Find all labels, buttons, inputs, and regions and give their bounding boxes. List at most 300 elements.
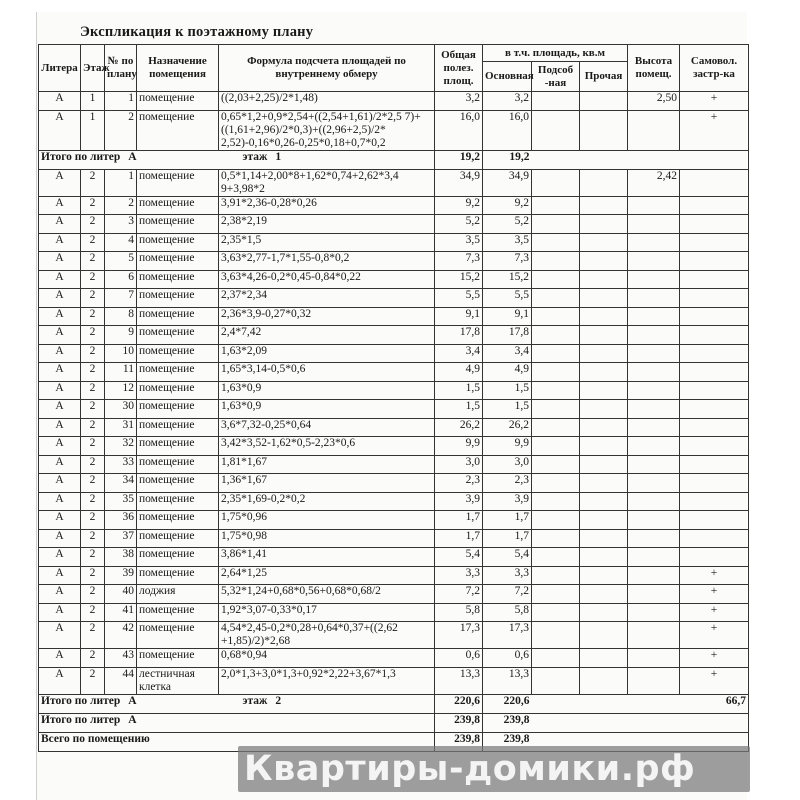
cell-vysota xyxy=(628,326,680,345)
cell-vysota xyxy=(628,667,680,694)
cell-nomer: 30 xyxy=(105,400,137,419)
cell-etazh: 2 xyxy=(81,585,105,604)
cell-formula: 2,37*2,34 xyxy=(219,289,435,308)
cell-nomer: 34 xyxy=(105,474,137,493)
cell-nomer: 2 xyxy=(105,110,137,150)
cell-vysota xyxy=(628,307,680,326)
cell-osnovnaya: 239,8 xyxy=(483,732,532,751)
cell-samovol xyxy=(680,215,749,234)
cell-vysota xyxy=(628,622,680,649)
cell-nomer: 33 xyxy=(105,455,137,474)
page-title: Экспликация к поэтажному плану xyxy=(80,24,314,40)
header-naznachenie: Назначение помещения xyxy=(137,45,219,92)
cell-prochaya xyxy=(580,363,628,382)
cell-formula: 0,5*1,14+2,00*8+1,62*0,74+2,62*3,4 9+3,98*2 xyxy=(219,169,435,196)
cell-etazh: 2 xyxy=(81,667,105,694)
cell-vysota xyxy=(628,492,680,511)
cell-samovol xyxy=(680,400,749,419)
cell-obshaya: 3,0 xyxy=(435,455,483,474)
cell-naznachenie: помещение xyxy=(137,289,219,308)
cell-formula: 1,63*0,9 xyxy=(219,381,435,400)
cell-litera: А xyxy=(39,548,81,567)
cell-naznachenie: помещение xyxy=(137,492,219,511)
cell-formula: 1,75*0,98 xyxy=(219,529,435,548)
cell-vysota xyxy=(628,566,680,585)
table-row xyxy=(39,455,749,474)
cell-naznachenie: помещение xyxy=(137,400,219,419)
cell-obshaya: 5,5 xyxy=(435,289,483,308)
cell-osnovnaya: 5,4 xyxy=(483,548,532,567)
cell-osnovnaya: 5,5 xyxy=(483,289,532,308)
cell-obshaya: 9,9 xyxy=(435,437,483,456)
cell-prochaya xyxy=(580,344,628,363)
cell-vysota xyxy=(628,418,680,437)
cell-osnovnaya: 5,2 xyxy=(483,215,532,234)
cell-etazh: 2 xyxy=(81,437,105,456)
cell-vysota xyxy=(628,400,680,419)
table-row xyxy=(39,326,749,345)
cell-obshaya: 3,9 xyxy=(435,492,483,511)
cell-prochaya xyxy=(580,622,628,649)
cell-formula: 4,54*2,45-0,2*0,28+0,64*0,37+((2,62 +1,85)/2)*2,68 xyxy=(219,622,435,649)
cell-samovol: + xyxy=(680,566,749,585)
cell-prochaya xyxy=(580,455,628,474)
total-label-text: Итого по литер xyxy=(41,713,121,726)
cell-litera: А xyxy=(39,474,81,493)
cell-samovol xyxy=(680,437,749,456)
cell-prochaya xyxy=(580,585,628,604)
cell-etazh: 2 xyxy=(81,418,105,437)
total-label xyxy=(39,694,219,713)
cell-formula: 1,63*2,09 xyxy=(219,344,435,363)
cell-litera: А xyxy=(39,169,81,196)
cell-obshaya: 5,4 xyxy=(435,548,483,567)
cell-obshaya: 7,2 xyxy=(435,585,483,604)
table-row xyxy=(39,233,749,252)
cell-samovol xyxy=(680,270,749,289)
table-row xyxy=(39,92,749,111)
cell-formula: 1,36*1,67 xyxy=(219,474,435,493)
cell-samovol xyxy=(680,233,749,252)
cell-vysota xyxy=(628,150,680,169)
cell-nomer: 43 xyxy=(105,649,137,668)
table-row xyxy=(39,511,749,530)
cell-formula: 2,36*3,9-0,27*0,32 xyxy=(219,307,435,326)
cell-prochaya xyxy=(580,196,628,215)
cell-osnovnaya: 3,2 xyxy=(483,92,532,111)
cell-obshaya: 239,8 xyxy=(435,713,483,732)
total-label-text: Итого по литер xyxy=(41,150,121,163)
table-row xyxy=(39,622,749,649)
cell-etazh: 2 xyxy=(81,529,105,548)
cell-nomer: 5 xyxy=(105,252,137,271)
cell-osnovnaya: 3,3 xyxy=(483,566,532,585)
cell-prochaya xyxy=(580,270,628,289)
cell-nomer: 7 xyxy=(105,289,137,308)
watermark-text: Квартиры-домики.рф xyxy=(244,749,696,789)
cell-osnovnaya: 2,3 xyxy=(483,474,532,493)
table-row xyxy=(39,492,749,511)
cell-samovol: + xyxy=(680,649,749,668)
cell-podsobnaya xyxy=(532,381,580,400)
header-etazh: Этаж xyxy=(81,45,105,92)
cell-podsobnaya xyxy=(532,455,580,474)
cell-podsobnaya xyxy=(532,233,580,252)
cell-etazh: 2 xyxy=(81,566,105,585)
cell-naznachenie: помещение xyxy=(137,196,219,215)
cell-litera: А xyxy=(39,437,81,456)
cell-prochaya xyxy=(580,694,628,713)
watermark-banner xyxy=(238,746,750,792)
cell-samovol: 66,7 xyxy=(680,694,749,713)
cell-naznachenie: помещение xyxy=(137,511,219,530)
header-osnovnaya: Основная xyxy=(483,62,532,92)
cell-nomer: 42 xyxy=(105,622,137,649)
cell-formula: 3,86*1,41 xyxy=(219,548,435,567)
cell-formula: 1,63*0,9 xyxy=(219,400,435,419)
cell-samovol: + xyxy=(680,667,749,694)
cell-prochaya xyxy=(580,474,628,493)
cell-osnovnaya: 1,7 xyxy=(483,529,532,548)
cell-formula: 2,38*2,19 xyxy=(219,215,435,234)
cell-prochaya xyxy=(580,649,628,668)
cell-obshaya: 13,3 xyxy=(435,667,483,694)
cell-podsobnaya xyxy=(532,307,580,326)
cell-podsobnaya xyxy=(532,344,580,363)
cell-osnovnaya: 34,9 xyxy=(483,169,532,196)
total-floor xyxy=(219,150,435,169)
cell-prochaya xyxy=(580,215,628,234)
cell-osnovnaya: 13,3 xyxy=(483,667,532,694)
cell-prochaya xyxy=(580,252,628,271)
cell-formula: 3,91*2,36-0,28*0,26 xyxy=(219,196,435,215)
total-row xyxy=(39,150,749,169)
cell-nomer: 1 xyxy=(105,169,137,196)
cell-etazh: 2 xyxy=(81,196,105,215)
total-floor-number: 2 xyxy=(275,694,282,707)
table-row xyxy=(39,252,749,271)
cell-podsobnaya xyxy=(532,150,580,169)
cell-obshaya: 3,3 xyxy=(435,566,483,585)
cell-vysota xyxy=(628,694,680,713)
cell-osnovnaya: 17,8 xyxy=(483,326,532,345)
cell-naznachenie: лоджия xyxy=(137,585,219,604)
cell-vysota: 2,42 xyxy=(628,169,680,196)
cell-vysota xyxy=(628,252,680,271)
total-floor-label: этаж xyxy=(242,150,268,163)
cell-podsobnaya xyxy=(532,169,580,196)
cell-etazh: 2 xyxy=(81,492,105,511)
cell-formula: 0,65*1,2+0,9*2,54+((2,54+1,61)/2*2,5 7)+((1,61+2,96)/2*0,3)+((2,96+2,5)/2* 2,52)-0,16*0,26-0,25*0,18+0,7*0,2 xyxy=(219,110,435,150)
cell-osnovnaya: 17,3 xyxy=(483,622,532,649)
cell-naznachenie: помещение xyxy=(137,270,219,289)
cell-osnovnaya: 3,5 xyxy=(483,233,532,252)
cell-etazh: 1 xyxy=(81,92,105,111)
cell-etazh: 2 xyxy=(81,649,105,668)
cell-vysota xyxy=(628,474,680,493)
table-row xyxy=(39,289,749,308)
cell-etazh: 2 xyxy=(81,270,105,289)
cell-samovol xyxy=(680,548,749,567)
table-row xyxy=(39,548,749,567)
cell-podsobnaya xyxy=(532,110,580,150)
cell-naznachenie: помещение xyxy=(137,649,219,668)
cell-samovol: + xyxy=(680,585,749,604)
cell-podsobnaya xyxy=(532,252,580,271)
cell-samovol xyxy=(680,169,749,196)
cell-formula: 3,42*3,52-1,62*0,5-2,23*0,6 xyxy=(219,437,435,456)
cell-obshaya: 5,8 xyxy=(435,603,483,622)
cell-osnovnaya: 220,6 xyxy=(483,694,532,713)
cell-prochaya xyxy=(580,169,628,196)
cell-samovol: + xyxy=(680,110,749,150)
cell-samovol xyxy=(680,381,749,400)
cell-nomer: 8 xyxy=(105,307,137,326)
cell-nomer: 41 xyxy=(105,603,137,622)
cell-formula: 2,4*7,42 xyxy=(219,326,435,345)
cell-formula: 3,63*2,77-1,7*1,55-0,8*0,2 xyxy=(219,252,435,271)
cell-naznachenie: помещение xyxy=(137,455,219,474)
cell-nomer: 36 xyxy=(105,511,137,530)
table-row xyxy=(39,381,749,400)
header-nomer: № по плану xyxy=(105,45,137,92)
cell-podsobnaya xyxy=(532,622,580,649)
table-row xyxy=(39,169,749,196)
cell-samovol xyxy=(680,455,749,474)
cell-prochaya xyxy=(580,307,628,326)
header-litera: Литера xyxy=(39,45,81,92)
cell-formula: 1,81*1,67 xyxy=(219,455,435,474)
cell-etazh: 2 xyxy=(81,511,105,530)
cell-vysota xyxy=(628,196,680,215)
cell-obshaya: 9,2 xyxy=(435,196,483,215)
cell-prochaya xyxy=(580,529,628,548)
cell-nomer: 38 xyxy=(105,548,137,567)
cell-vysota xyxy=(628,455,680,474)
cell-osnovnaya: 3,0 xyxy=(483,455,532,474)
cell-litera: А xyxy=(39,455,81,474)
cell-nomer: 35 xyxy=(105,492,137,511)
cell-podsobnaya xyxy=(532,566,580,585)
total-floor-label: этаж xyxy=(242,694,268,707)
cell-litera: А xyxy=(39,363,81,382)
cell-vysota xyxy=(628,344,680,363)
cell-etazh: 2 xyxy=(81,289,105,308)
cell-nomer: 12 xyxy=(105,381,137,400)
cell-etazh: 2 xyxy=(81,474,105,493)
cell-podsobnaya xyxy=(532,196,580,215)
cell-etazh: 2 xyxy=(81,381,105,400)
cell-samovol xyxy=(680,150,749,169)
cell-litera: А xyxy=(39,307,81,326)
cell-podsobnaya xyxy=(532,326,580,345)
table-row xyxy=(39,649,749,668)
cell-prochaya xyxy=(580,548,628,567)
cell-naznachenie: помещение xyxy=(137,529,219,548)
cell-nomer: 10 xyxy=(105,344,137,363)
total-floor-number: 1 xyxy=(275,150,282,163)
cell-formula: 2,35*1,5 xyxy=(219,233,435,252)
cell-formula: 2,0*1,3+3,0*1,3+0,92*2,22+3,67*1,3 xyxy=(219,667,435,694)
cell-obshaya: 2,3 xyxy=(435,474,483,493)
cell-formula: 3,63*4,26-0,2*0,45-0,84*0,22 xyxy=(219,270,435,289)
cell-samovol xyxy=(680,363,749,382)
cell-vysota xyxy=(628,511,680,530)
cell-podsobnaya xyxy=(532,418,580,437)
cell-prochaya xyxy=(580,511,628,530)
cell-etazh: 2 xyxy=(81,344,105,363)
cell-osnovnaya: 7,2 xyxy=(483,585,532,604)
cell-naznachenie: помещение xyxy=(137,252,219,271)
cell-formula: 1,92*3,07-0,33*0,17 xyxy=(219,603,435,622)
cell-vysota: 2,50 xyxy=(628,92,680,111)
cell-naznachenie: помещение xyxy=(137,169,219,196)
cell-etazh: 2 xyxy=(81,363,105,382)
cell-litera: А xyxy=(39,418,81,437)
cell-obshaya: 17,3 xyxy=(435,622,483,649)
cell-litera: А xyxy=(39,215,81,234)
cell-obshaya: 5,2 xyxy=(435,215,483,234)
cell-vysota xyxy=(628,381,680,400)
cell-vysota xyxy=(628,603,680,622)
cell-etazh: 2 xyxy=(81,215,105,234)
cell-podsobnaya xyxy=(532,363,580,382)
cell-etazh: 2 xyxy=(81,548,105,567)
cell-etazh: 2 xyxy=(81,603,105,622)
cell-naznachenie: помещение xyxy=(137,344,219,363)
table-row xyxy=(39,196,749,215)
cell-osnovnaya: 5,8 xyxy=(483,603,532,622)
cell-obshaya: 1,7 xyxy=(435,511,483,530)
cell-nomer: 9 xyxy=(105,326,137,345)
cell-samovol xyxy=(680,326,749,345)
cell-etazh: 2 xyxy=(81,252,105,271)
cell-samovol xyxy=(680,289,749,308)
cell-obshaya: 15,2 xyxy=(435,270,483,289)
cell-litera: А xyxy=(39,649,81,668)
cell-litera: А xyxy=(39,585,81,604)
cell-prochaya xyxy=(580,233,628,252)
cell-obshaya: 3,4 xyxy=(435,344,483,363)
cell-vysota xyxy=(628,649,680,668)
table-row xyxy=(39,529,749,548)
cell-obshaya: 239,8 xyxy=(435,732,483,751)
cell-litera: А xyxy=(39,492,81,511)
cell-prochaya xyxy=(580,400,628,419)
total-label xyxy=(39,713,219,732)
cell-naznachenie: помещение xyxy=(137,566,219,585)
cell-obshaya: 26,2 xyxy=(435,418,483,437)
header-podsobnaya: Подсоб -ная xyxy=(532,62,580,92)
cell-podsobnaya xyxy=(532,649,580,668)
cell-osnovnaya: 1,5 xyxy=(483,381,532,400)
cell-osnovnaya: 3,4 xyxy=(483,344,532,363)
cell-samovol: + xyxy=(680,622,749,649)
cell-samovol: + xyxy=(680,603,749,622)
cell-prochaya xyxy=(580,289,628,308)
cell-osnovnaya: 9,2 xyxy=(483,196,532,215)
cell-samovol xyxy=(680,529,749,548)
total-label-text: Всего по помещению xyxy=(41,732,150,745)
cell-obshaya: 220,6 xyxy=(435,694,483,713)
cell-podsobnaya xyxy=(532,529,580,548)
cell-naznachenie: помещение xyxy=(137,381,219,400)
cell-formula: 2,35*1,69-0,2*0,2 xyxy=(219,492,435,511)
cell-prochaya xyxy=(580,381,628,400)
cell-obshaya: 3,2 xyxy=(435,92,483,111)
cell-prochaya xyxy=(580,92,628,111)
total-label xyxy=(39,150,219,169)
cell-vysota xyxy=(628,548,680,567)
cell-etazh: 1 xyxy=(81,110,105,150)
total-row xyxy=(39,694,749,713)
total-row xyxy=(39,713,749,732)
cell-osnovnaya: 16,0 xyxy=(483,110,532,150)
cell-formula: 1,75*0,96 xyxy=(219,511,435,530)
cell-vysota xyxy=(628,713,680,732)
cell-podsobnaya xyxy=(532,289,580,308)
cell-nomer: 44 xyxy=(105,667,137,694)
cell-osnovnaya: 19,2 xyxy=(483,150,532,169)
cell-nomer: 3 xyxy=(105,215,137,234)
table-row xyxy=(39,307,749,326)
cell-litera: А xyxy=(39,270,81,289)
cell-formula: 2,64*1,25 xyxy=(219,566,435,585)
cell-samovol xyxy=(680,511,749,530)
cell-osnovnaya: 1,7 xyxy=(483,511,532,530)
total-litera: А xyxy=(128,713,137,726)
cell-prochaya xyxy=(580,566,628,585)
header-formula: Формула подсчета площадей по внутреннему обмеру xyxy=(219,45,435,92)
cell-prochaya xyxy=(580,326,628,345)
cell-obshaya: 34,9 xyxy=(435,169,483,196)
cell-samovol xyxy=(680,344,749,363)
cell-samovol: + xyxy=(680,92,749,111)
cell-naznachenie: помещение xyxy=(137,474,219,493)
cell-osnovnaya: 9,9 xyxy=(483,437,532,456)
cell-podsobnaya xyxy=(532,548,580,567)
table-row xyxy=(39,344,749,363)
cell-etazh: 2 xyxy=(81,233,105,252)
cell-vysota xyxy=(628,289,680,308)
cell-naznachenie: помещение xyxy=(137,92,219,111)
cell-litera: А xyxy=(39,511,81,530)
cell-samovol xyxy=(680,307,749,326)
cell-vysota xyxy=(628,585,680,604)
table-row xyxy=(39,270,749,289)
cell-vysota xyxy=(628,215,680,234)
cell-formula: ((2,03+2,25)/2*1,48) xyxy=(219,92,435,111)
cell-podsobnaya xyxy=(532,474,580,493)
cell-nomer: 2 xyxy=(105,196,137,215)
cell-naznachenie: помещение xyxy=(137,215,219,234)
cell-formula: 5,32*1,24+0,68*0,56+0,68*0,68/2 xyxy=(219,585,435,604)
cell-naznachenie: помещение xyxy=(137,603,219,622)
cell-prochaya xyxy=(580,603,628,622)
cell-obshaya: 3,5 xyxy=(435,233,483,252)
cell-etazh: 2 xyxy=(81,622,105,649)
cell-obshaya: 4,9 xyxy=(435,363,483,382)
cell-obshaya: 1,7 xyxy=(435,529,483,548)
cell-litera: А xyxy=(39,381,81,400)
table-row xyxy=(39,667,749,694)
cell-prochaya xyxy=(580,492,628,511)
cell-podsobnaya xyxy=(532,437,580,456)
cell-litera: А xyxy=(39,196,81,215)
cell-nomer: 31 xyxy=(105,418,137,437)
cell-vysota xyxy=(628,270,680,289)
cell-litera: А xyxy=(39,344,81,363)
